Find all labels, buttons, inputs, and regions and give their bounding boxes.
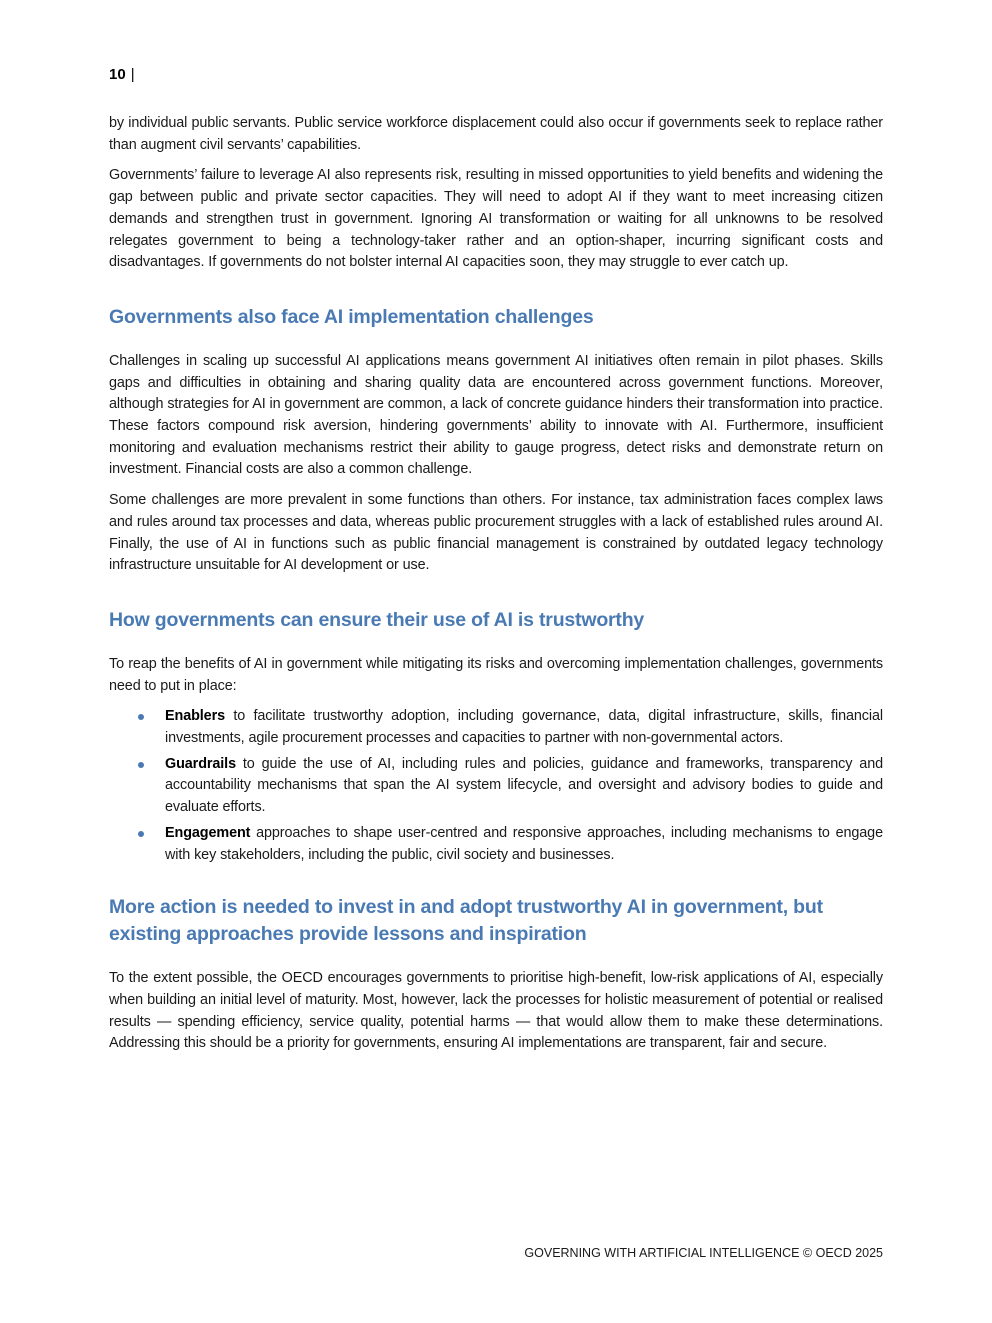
challenges-paragraph-2: Some challenges are more prevalent in some functions than others. For instance, tax administration faces complex laws and rules around tax processes and data, whereas public procurement struggles with a lack of established rules around AI. Finally, the use of AI in functions such as public financial management is constrained by outdated legacy technology infrastructure unsuitable for AI development or use. [109, 492, 883, 574]
bullet-item-enablers [109, 706, 883, 749]
bullet-icon [138, 831, 144, 837]
section-heading-challenges: Governments also face AI implementation challenges [109, 305, 594, 328]
challenges-paragraph-1: Challenges in scaling up successful AI applications means government AI initiatives often remain in pilot phases. Skills gaps and difficulties in obtaining and sharing quality data are encountered across government functions. Moreover, although strategies for AI in government are common, a lack of concrete guidance hinders their transformation into practice. These factors compound risk aversion, hindering governments’ ability to innovate with AI. Furthermore, insufficient monitoring and evaluation mechanisms restrict their ability to gauge progress, detect risks and demonstrate return on investment. Financial costs are also a common challenge. [109, 352, 883, 478]
trustworthy-bullet-list [109, 706, 883, 866]
bullet-item-guardrails [109, 754, 883, 819]
bullet-term: Enablers [165, 708, 225, 725]
page-header [109, 66, 135, 83]
intro-paragraph-2: Governments’ failure to leverage AI also represents risk, resulting in missed opportunities to yield benefits and widening the gap between public and private sector capacities. They will need to adopt AI if they want to meet increasing citizen demands and strengthen trust in government. Ignoring AI transformation or waiting for all unknowns to be resolved relegates government to being a technology-taker rather and an option-shaper, incurring significant costs and disadvantages. If governments do not bolster internal AI capacities soon, they may struggle to ever catch up. [109, 167, 883, 271]
bullet-text: to guide the use of AI, including rules and policies, guidance and frameworks, transparency and accountability mechanisms that span the AI system lifecycle, and oversight and advisory bodies to guide and evaluate efforts. [165, 755, 883, 816]
page-content [109, 113, 883, 1064]
more-action-paragraph-1: To the extent possible, the OECD encourages governments to prioritise high-benefit, low-risk applications of AI, especially when building an initial level of maturity. Most, however, lack the processes for holistic measurement of potential or realised results — spending efficiency, service quality, potential harms — that would allow them to make these determinations. Addressing this should be a priority for governments, ensuring AI implementations are transparent, fair and secure. [109, 970, 883, 1052]
bullet-term: Guardrails [165, 755, 236, 772]
page-number: 10 [109, 66, 126, 83]
intro-paragraph-1: by individual public servants. Public service workforce displacement could also occur if governments seek to replace rather than augment civil servants’ capabilities. [109, 115, 883, 153]
bullet-text: to facilitate trustworthy adoption, including governance, data, digital infrastructure, skills, financial investments, agile procurement processes and capacities to partner with non-governmental actors. [165, 708, 883, 747]
bullet-text: approaches to shape user-centred and responsive approaches, including mechanisms to engage with key stakeholders, including the public, civil society and businesses. [165, 824, 883, 863]
bullet-item-engagement [109, 823, 883, 866]
bullet-icon [138, 762, 144, 768]
page-footer: GOVERNING WITH ARTIFICIAL INTELLIGENCE © OECD 2025 [524, 1246, 883, 1260]
trustworthy-paragraph-1: To reap the benefits of AI in government while mitigating its risks and overcoming implementation challenges, governments need to put in place: [109, 655, 883, 694]
bullet-icon [138, 714, 144, 720]
bullet-term: Engagement [165, 824, 251, 841]
section-heading-trustworthy: How governments can ensure their use of AI is trustworthy [109, 608, 645, 631]
header-separator: | [130, 66, 135, 83]
section-heading-more-action: More action is needed to invest in and adopt trustworthy AI in government, but existing approaches provide lessons and inspiration [109, 896, 823, 946]
